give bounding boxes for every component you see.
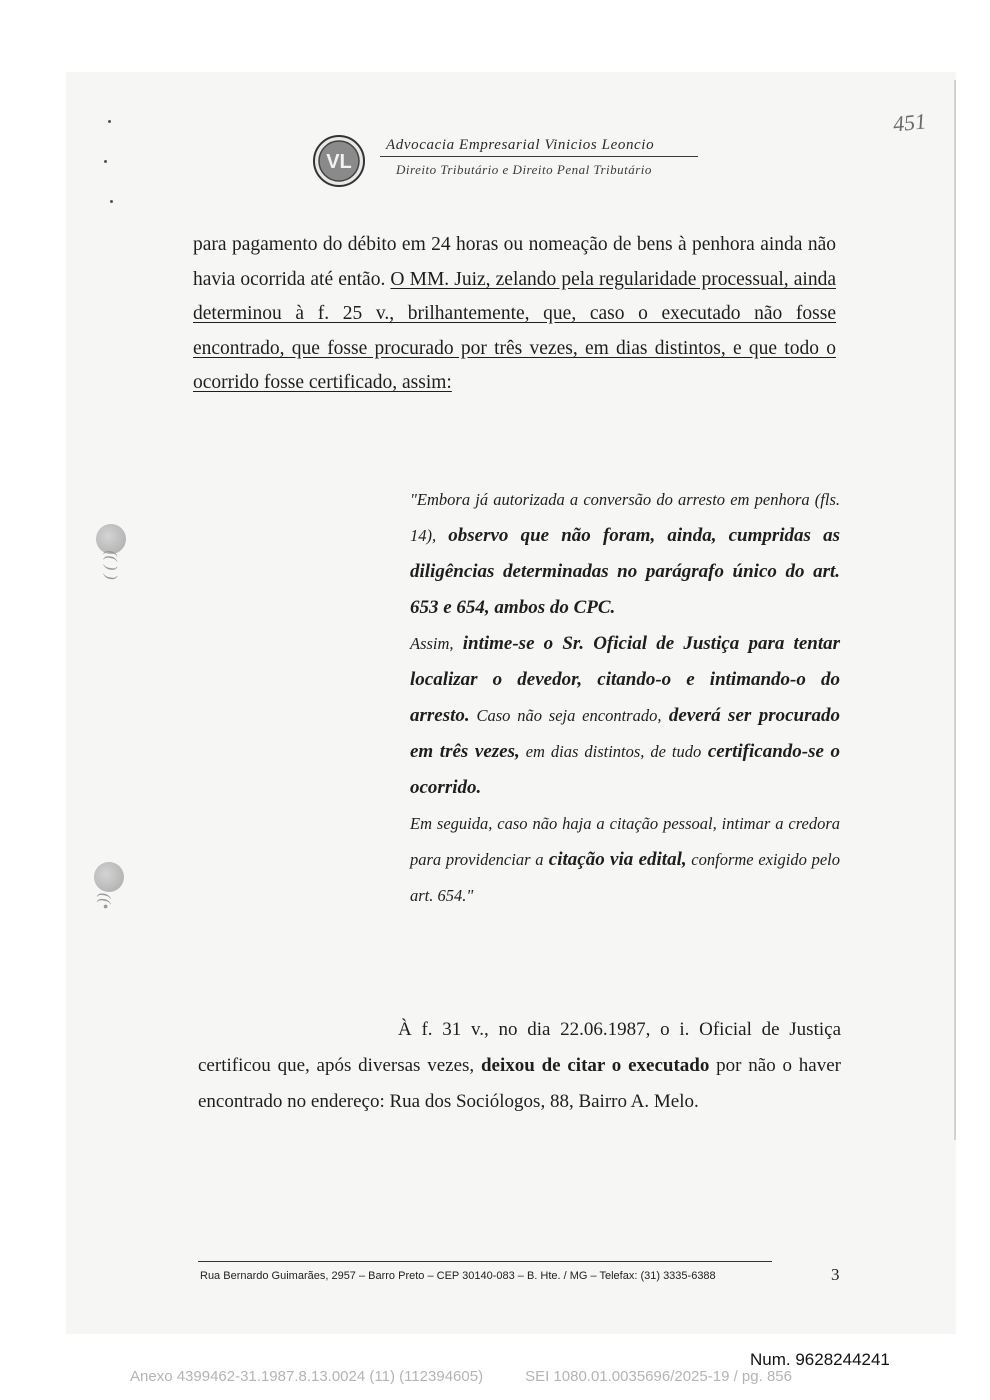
scan-speck [104, 160, 107, 163]
block-quote [410, 482, 840, 914]
punch-hole [94, 862, 124, 892]
scan-edge-line [954, 80, 956, 1140]
paragraph-2-bold: deixou de citar o executado [480, 1055, 710, 1076]
quote-italic: "Embora já autorizada a conversão do arresto em penhora (fls. 14), [410, 490, 840, 545]
quote-bold-italic: intime-se o Sr. Oficial de Justiça para tentar localizar o devedor, citando-o e intimando-o do arresto. [410, 633, 840, 726]
firm-subtitle: Direito Tributário e Direito Penal Tributário [396, 162, 652, 177]
footer-rule [198, 1261, 772, 1262]
page-number: 3 [831, 1265, 840, 1284]
logo-text: VL [326, 151, 352, 173]
document-number-stamp: Num. 9628244241 [750, 1350, 890, 1369]
quote-italic: Em seguida, caso não haja a citação pessoal, intimar a credora para providenciar a [410, 814, 840, 869]
handwritten-page-mark: 451 [891, 108, 928, 137]
quote-italic: Caso não seja encontrado, [469, 706, 662, 725]
annex-watermark [130, 1368, 792, 1385]
quote-paragraph [410, 482, 840, 626]
quote-italic: Assim, [410, 634, 454, 653]
letterhead-rule [380, 156, 698, 157]
quote-bold-italic: deverá ser procurado em três vezes, [410, 705, 840, 762]
scan-speck [110, 200, 113, 203]
firm-name: Advocacia Empresarial Vinicios Leoncio [386, 137, 655, 153]
paragraph-1 [193, 228, 836, 401]
punch-hole-mark: ((• [96, 892, 114, 910]
quote-italic: em dias distintos, de tudo [519, 742, 702, 761]
quote-bold-italic: citação via edital, [543, 849, 687, 870]
footer-address: Rua Bernardo Guimarães, 2957 – Barro Preto – CEP 30140-083 – B. Hte. / MG – Telefax: (31) 3335-6388 [200, 1270, 716, 1282]
quote-bold-italic: observo que não foram, ainda, cumpridas as diligências determinadas no parágrafo único do art. 653 e 654, ambos do CPC. [410, 525, 840, 618]
annex-reference: Anexo 4399462-31.1987.8.13.0024 (11) (112394605) [130, 1368, 484, 1385]
paragraph-2-text: À f. 31 v., no dia 22.06.1987, o i. Oficial de Justiça certificou que, após diversas vezes, [198, 1019, 841, 1076]
punch-hole-mark: (( ) ) [102, 550, 120, 580]
paragraph-1-text: para pagamento do débito em 24 horas ou nomeação de bens à penhora ainda não havia ocorrida até então. [193, 234, 836, 290]
firm-logo-icon [312, 134, 366, 188]
paragraph-2 [198, 1012, 841, 1120]
quote-paragraph [410, 806, 840, 914]
quote-italic: conforme exigido pelo art. 654." [410, 850, 840, 905]
paragraph-1-underlined: O MM. Juiz, zelando pela regularidade processual, ainda determinou à f. 25 v., brilhantemente, que, caso o executado não fosse encontrado, que fosse procurado por três vezes, em dias distintos, e que todo o ocorrido fosse certificado, assim: [193, 268, 836, 393]
sei-reference: SEI 1080.01.0035696/2025-19 / pg. 856 [525, 1368, 792, 1385]
quote-bold-italic: certificando-se o ocorrido. [410, 741, 840, 798]
paragraph-2-text: por não o haver encontrado no endereço: Rua dos Sociólogos, 88, Bairro A. Melo. [198, 1055, 841, 1112]
quote-paragraph [410, 626, 840, 806]
scan-speck [108, 120, 111, 123]
